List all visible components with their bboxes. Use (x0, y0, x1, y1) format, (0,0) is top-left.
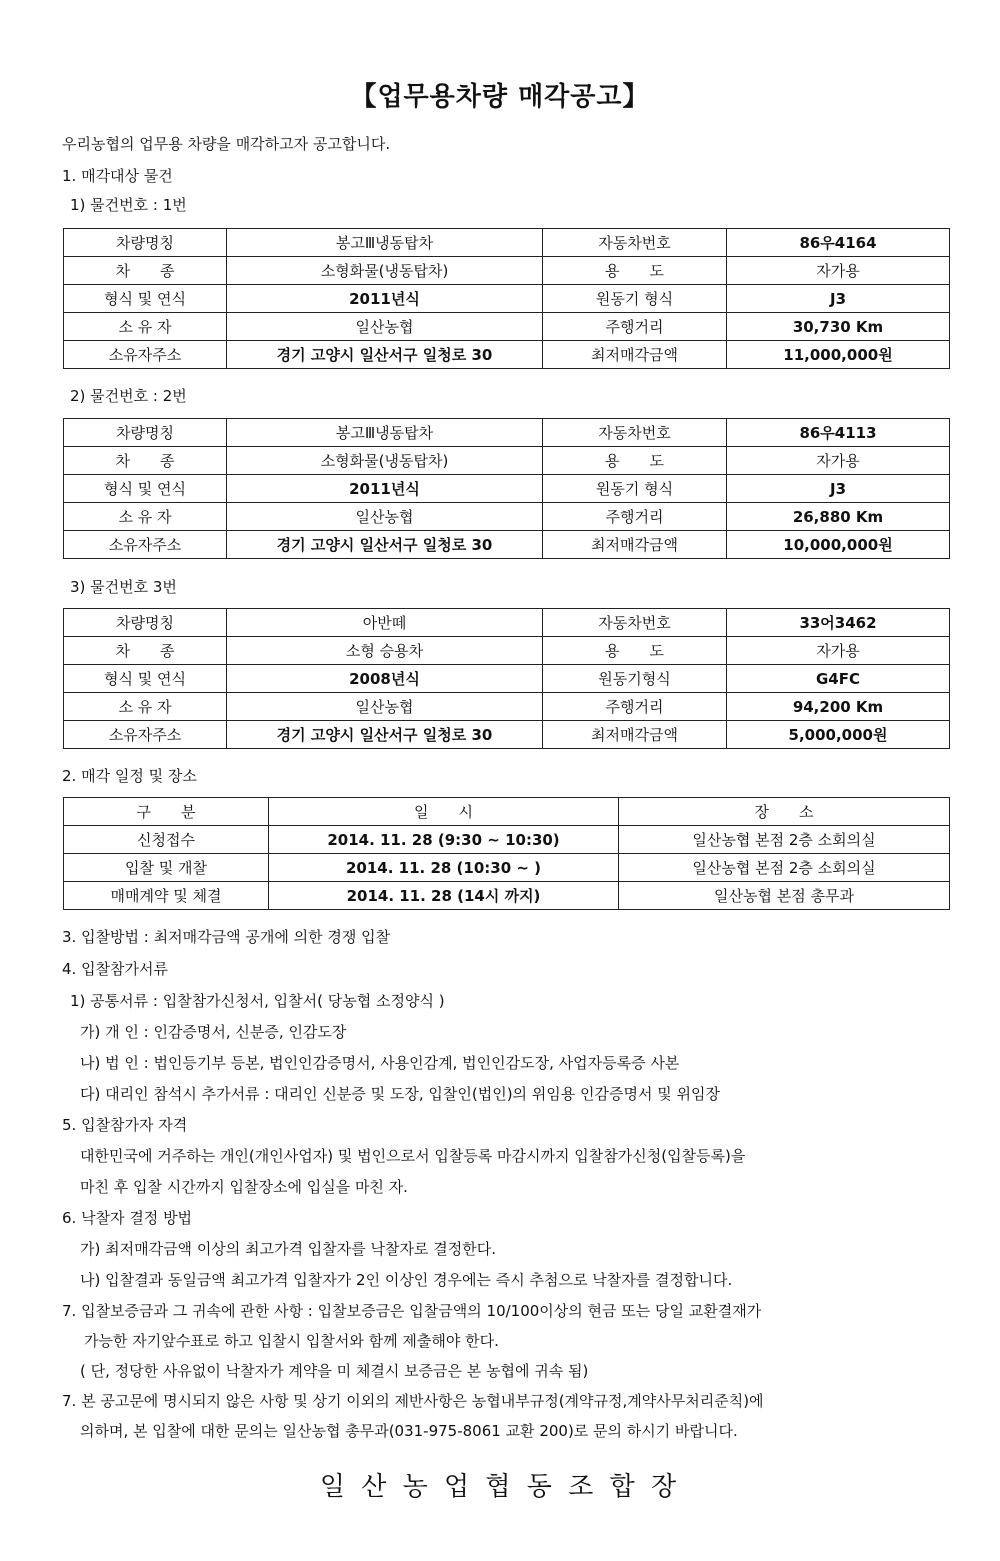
field-value: 경기 고양시 일산서구 일청로 30 (227, 531, 543, 559)
field-value: 자가용 (727, 637, 950, 665)
section5-heading: 5. 입찰참가자 자격 (62, 1116, 188, 1134)
field-value: 86우4113 (727, 419, 950, 447)
table-row (64, 665, 950, 693)
field-label: 소유자주소 (64, 721, 227, 749)
section4-line: 1) 공통서류 : 입찰참가신청서, 입찰서( 당농협 소정양식 ) (70, 992, 445, 1010)
section6-line: 나) 입찰결과 동일금액 최고가격 입찰자가 2인 이상인 경우에는 즉시 추첨으로 낙찰자를 결정합니다. (80, 1271, 733, 1289)
table-row (64, 854, 950, 882)
field-label: 차량명칭 (64, 229, 227, 257)
table-row (64, 637, 950, 665)
field-value: 일산농협 (227, 503, 543, 531)
field-label: 차 종 (64, 447, 227, 475)
field-value: 2011년식 (227, 475, 543, 503)
table-row (64, 609, 950, 637)
schedule-datetime: 2014. 11. 28 (10:30 ~ ) (269, 854, 619, 882)
item1-label: 1) 물건번호 : 1번 (70, 196, 187, 214)
item3-table (63, 608, 950, 749)
field-label: 최저매각금액 (543, 531, 727, 559)
field-label: 자동차번호 (543, 609, 727, 637)
section7a-line: ( 단, 정당한 사유없이 낙찰자가 계약을 미 체결시 보증금은 본 농협에 귀속 됨) (80, 1362, 589, 1380)
schedule-place: 일산농협 본점 2층 소회의실 (619, 826, 950, 854)
table-row (64, 257, 950, 285)
field-value: 94,200 Km (727, 693, 950, 721)
field-label: 주행거리 (543, 503, 727, 531)
section7a-line: 7. 입찰보증금과 그 귀속에 관한 사항 : 입찰보증금은 입찰금액의 10/100이상의 현금 또는 당일 교환결재가 (62, 1302, 762, 1320)
field-value: 2011년식 (227, 285, 543, 313)
field-value: 봉고Ⅲ냉동탑차 (227, 419, 543, 447)
field-label: 소 유 자 (64, 693, 227, 721)
section4-heading: 4. 입찰참가서류 (62, 960, 169, 978)
schedule-place: 일산농협 본점 2층 소회의실 (619, 854, 950, 882)
field-value: 10,000,000원 (727, 531, 950, 559)
field-value: 자가용 (727, 447, 950, 475)
table-row (64, 447, 950, 475)
table-row (64, 313, 950, 341)
table-row (64, 229, 950, 257)
field-value: 소형화물(냉동탑차) (227, 257, 543, 285)
field-label: 최저매각금액 (543, 341, 727, 369)
field-value: 아반떼 (227, 609, 543, 637)
schedule-category: 입찰 및 개찰 (64, 854, 269, 882)
field-value: 30,730 Km (727, 313, 950, 341)
field-label: 용 도 (543, 447, 727, 475)
field-value: 86우4164 (727, 229, 950, 257)
field-value: 일산농협 (227, 313, 543, 341)
section4-line: 다) 대리인 참석시 추가서류 : 대리인 신분증 및 도장, 입찰인(법인)의 위임용 인감증명서 및 위임장 (80, 1085, 720, 1103)
field-value: 경기 고양시 일산서구 일청로 30 (227, 721, 543, 749)
table-row (64, 285, 950, 313)
field-label: 형식 및 연식 (64, 285, 227, 313)
field-label: 소유자주소 (64, 341, 227, 369)
field-value: 봉고Ⅲ냉동탑차 (227, 229, 543, 257)
field-label: 차량명칭 (64, 609, 227, 637)
table-row (64, 826, 950, 854)
page-title: 【업무용차량 매각공고】 (350, 82, 650, 112)
field-value: 26,880 Km (727, 503, 950, 531)
field-label: 원동기 형식 (543, 475, 727, 503)
intro-text: 우리농협의 업무용 차량을 매각하고자 공고합니다. (62, 135, 391, 153)
field-value: 5,000,000원 (727, 721, 950, 749)
section6-line: 가) 최저매각금액 이상의 최고가격 입찰자를 낙찰자로 결정한다. (80, 1240, 496, 1258)
field-value: 소형화물(냉동탑차) (227, 447, 543, 475)
column-header: 장 소 (619, 798, 950, 826)
issuer-signature: 일 산 농 업 협 동 조 합 장 (319, 1472, 681, 1502)
table-row (64, 721, 950, 749)
item2-label: 2) 물건번호 : 2번 (70, 387, 187, 405)
item3-label: 3) 물건번호 3번 (70, 578, 177, 596)
field-label: 주행거리 (543, 693, 727, 721)
field-value: 33어3462 (727, 609, 950, 637)
section7a-line: 가능한 자기앞수표로 하고 입찰시 입찰서와 함께 제출해야 한다. (84, 1332, 499, 1350)
schedule-table (63, 797, 950, 910)
table-row (64, 503, 950, 531)
column-header: 구 분 (64, 798, 269, 826)
section2-heading: 2. 매각 일정 및 장소 (62, 767, 197, 785)
section4-line: 가) 개 인 : 인감증명서, 신분증, 인감도장 (80, 1023, 347, 1041)
table-row (64, 693, 950, 721)
schedule-datetime: 2014. 11. 28 (14시 까지) (269, 882, 619, 910)
field-value: 자가용 (727, 257, 950, 285)
field-label: 차 종 (64, 257, 227, 285)
field-label: 용 도 (543, 257, 727, 285)
field-label: 최저매각금액 (543, 721, 727, 749)
field-value: 11,000,000원 (727, 341, 950, 369)
section4-line: 나) 법 인 : 법인등기부 등본, 법인인감증명서, 사용인감계, 법인인감도장, 사업자등록증 사본 (80, 1054, 680, 1072)
field-value: G4FC (727, 665, 950, 693)
field-label: 소 유 자 (64, 503, 227, 531)
field-label: 소 유 자 (64, 313, 227, 341)
section3-text: 3. 입찰방법 : 최저매각금액 공개에 의한 경쟁 입찰 (62, 928, 391, 946)
table-header-row (64, 798, 950, 826)
schedule-category: 매매계약 및 체결 (64, 882, 269, 910)
field-label: 원동기 형식 (543, 285, 727, 313)
section6-heading: 6. 낙찰자 결정 방법 (62, 1209, 193, 1227)
field-value: 2008년식 (227, 665, 543, 693)
table-row (64, 419, 950, 447)
table-row (64, 531, 950, 559)
section5-line: 대한민국에 거주하는 개인(개인사업자) 및 법인으로서 입찰등록 마감시까지 입찰참가신청(입찰등록)을 (80, 1147, 746, 1165)
field-value: 일산농협 (227, 693, 543, 721)
table-row (64, 475, 950, 503)
field-label: 형식 및 연식 (64, 475, 227, 503)
schedule-datetime: 2014. 11. 28 (9:30 ~ 10:30) (269, 826, 619, 854)
field-value: J3 (727, 475, 950, 503)
schedule-category: 신청접수 (64, 826, 269, 854)
section7b-line: 7. 본 공고문에 명시되지 않은 사항 및 상기 이외의 제반사항은 농협내부규정(계약규정,계약사무처리준칙)에 (62, 1392, 764, 1410)
field-value: 소형 승용차 (227, 637, 543, 665)
field-label: 주행거리 (543, 313, 727, 341)
table-row (64, 341, 950, 369)
field-value: 경기 고양시 일산서구 일청로 30 (227, 341, 543, 369)
field-label: 형식 및 연식 (64, 665, 227, 693)
section1-heading: 1. 매각대상 물건 (62, 167, 173, 185)
item2-table (63, 418, 950, 559)
section7b-line: 의하며, 본 입찰에 대한 문의는 일산농협 총무과(031-975-8061 교환 200)로 문의 하시기 바랍니다. (80, 1422, 738, 1440)
schedule-place: 일산농협 본점 총무과 (619, 882, 950, 910)
field-label: 소유자주소 (64, 531, 227, 559)
field-label: 차량명칭 (64, 419, 227, 447)
field-label: 자동차번호 (543, 229, 727, 257)
field-label: 원동기형식 (543, 665, 727, 693)
item1-table (63, 228, 950, 369)
column-header: 일 시 (269, 798, 619, 826)
field-label: 차 종 (64, 637, 227, 665)
section5-line: 마친 후 입찰 시간까지 입찰장소에 입실을 마친 자. (80, 1178, 408, 1196)
field-label: 자동차번호 (543, 419, 727, 447)
field-value: J3 (727, 285, 950, 313)
field-label: 용 도 (543, 637, 727, 665)
table-row (64, 882, 950, 910)
